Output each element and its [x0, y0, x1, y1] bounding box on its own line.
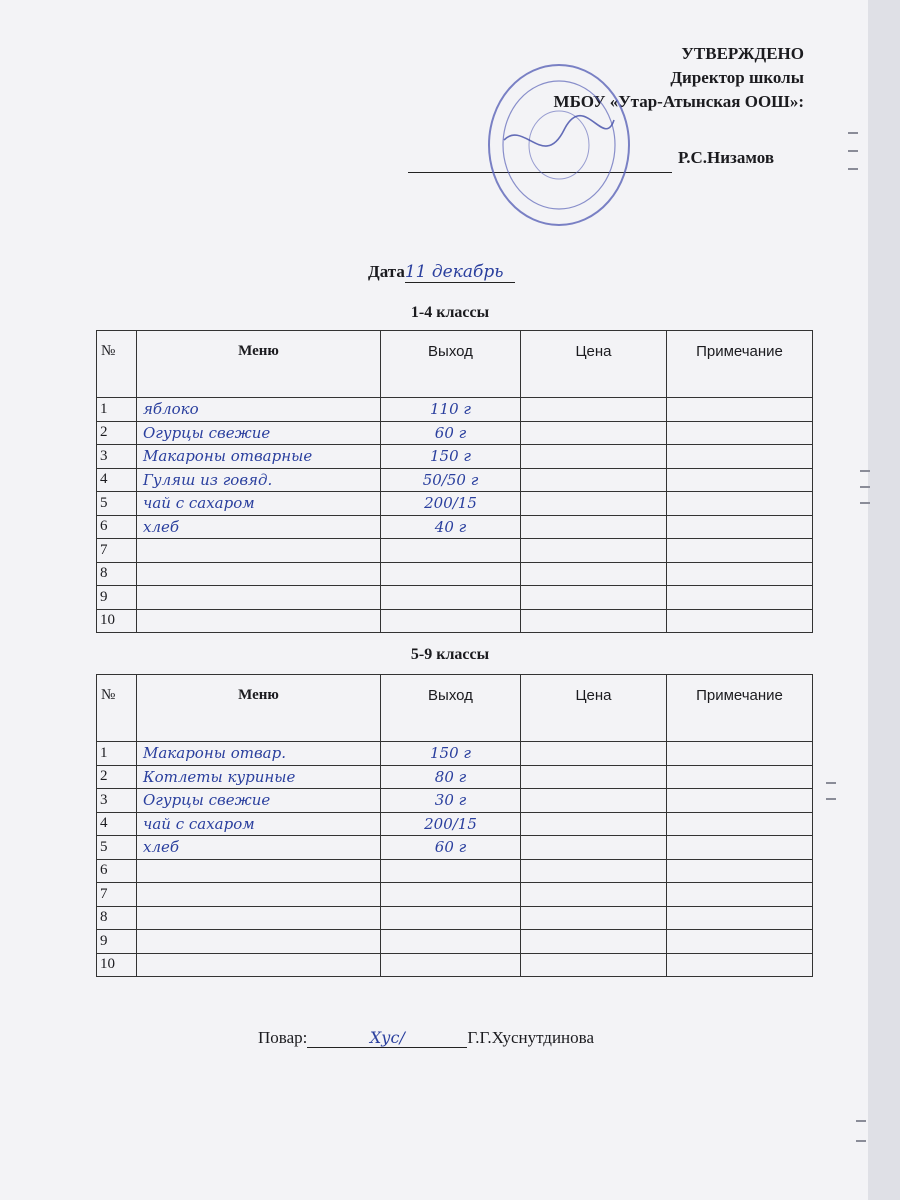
note-cell	[667, 812, 813, 836]
row-number: 5	[97, 836, 137, 860]
menu-item: Котлеты куриные	[143, 767, 296, 786]
table-row	[97, 562, 813, 586]
date-row	[368, 262, 515, 283]
menu-item: яблоко	[143, 400, 199, 419]
section-title-5-9: 5-9 классы	[410, 646, 490, 663]
table-row	[97, 836, 813, 860]
output-value: 50/50 г	[422, 470, 479, 489]
table-row	[97, 930, 813, 954]
note-cell	[667, 515, 813, 539]
menu-table-5-9	[96, 674, 813, 977]
cook-label: Повар:	[258, 1028, 308, 1047]
row-number: 3	[97, 789, 137, 813]
table-row	[97, 812, 813, 836]
row-number: 2	[97, 421, 137, 445]
row-number: 4	[97, 468, 137, 492]
price-cell	[521, 812, 667, 836]
price-cell	[521, 836, 667, 860]
section-title-1-4: 1-4 классы	[410, 304, 490, 321]
table-row	[97, 586, 813, 610]
price-cell	[521, 586, 667, 610]
row-number: 3	[97, 445, 137, 469]
table-row	[97, 789, 813, 813]
output-value: 110 г	[430, 400, 471, 419]
table-row	[97, 539, 813, 563]
price-cell	[521, 515, 667, 539]
note-cell	[667, 930, 813, 954]
menu-item: Огурцы свежие	[143, 791, 271, 810]
note-cell	[667, 539, 813, 563]
output-value: 30 г	[434, 791, 467, 810]
note-cell	[667, 765, 813, 789]
note-cell	[667, 445, 813, 469]
row-number: 7	[97, 883, 137, 907]
date-value: 11 декабрь	[405, 262, 515, 283]
note-cell	[667, 562, 813, 586]
stamp-icon	[484, 60, 634, 230]
header-menu: Меню	[137, 675, 381, 742]
output-value: 200/15	[424, 814, 477, 833]
price-cell	[521, 930, 667, 954]
note-cell	[667, 883, 813, 907]
output-value: 150 г	[430, 447, 471, 466]
table-header	[97, 675, 813, 742]
table-row	[97, 445, 813, 469]
cook-name: Г.Г.Хуснутдинова	[467, 1028, 595, 1047]
row-number: 1	[97, 398, 137, 422]
price-cell	[521, 609, 667, 633]
output-value: 150 г	[430, 744, 471, 763]
table-row	[97, 859, 813, 883]
note-cell	[667, 742, 813, 766]
output-value: 60 г	[434, 423, 467, 442]
table-row	[97, 742, 813, 766]
approval-title: УТВЕРЖДЕНО	[681, 44, 804, 63]
menu-item: хлеб	[143, 517, 180, 536]
note-cell	[667, 836, 813, 860]
cook-signature-row	[258, 1028, 594, 1048]
note-cell	[667, 953, 813, 977]
price-cell	[521, 445, 667, 469]
row-number: 7	[97, 539, 137, 563]
row-number: 5	[97, 492, 137, 516]
note-cell	[667, 468, 813, 492]
row-number: 6	[97, 859, 137, 883]
row-number: 1	[97, 742, 137, 766]
note-cell	[667, 586, 813, 610]
header-no: №	[97, 675, 137, 742]
approval-school: МБОУ «Утар-Атынская ООШ»:	[553, 92, 804, 111]
table-row	[97, 398, 813, 422]
header-menu: Меню	[137, 331, 381, 398]
row-number: 4	[97, 812, 137, 836]
note-cell	[667, 789, 813, 813]
price-cell	[521, 742, 667, 766]
menu-item: Макароны отвар.	[143, 744, 286, 763]
menu-table-1-4	[96, 330, 813, 633]
table-header	[97, 331, 813, 398]
price-cell	[521, 539, 667, 563]
header-note: Примечание	[667, 675, 813, 742]
output-value: 200/15	[424, 494, 477, 513]
note-cell	[667, 492, 813, 516]
header-note: Примечание	[667, 331, 813, 398]
note-cell	[667, 398, 813, 422]
price-cell	[521, 468, 667, 492]
menu-item: хлеб	[143, 838, 180, 857]
note-cell	[667, 609, 813, 633]
row-number: 6	[97, 515, 137, 539]
row-number: 9	[97, 930, 137, 954]
menu-item: чай с сахаром	[143, 494, 255, 513]
header-output: Выход	[381, 675, 521, 742]
price-cell	[521, 398, 667, 422]
menu-item: Гуляш из говяд.	[143, 470, 273, 489]
menu-item: Макароны отварные	[143, 447, 313, 466]
menu-item: Огурцы свежие	[143, 423, 271, 442]
page-edge	[868, 0, 900, 1200]
table-row	[97, 492, 813, 516]
note-cell	[667, 421, 813, 445]
row-number: 8	[97, 562, 137, 586]
price-cell	[521, 765, 667, 789]
approval-position: Директор школы	[670, 68, 804, 87]
price-cell	[521, 859, 667, 883]
price-cell	[521, 789, 667, 813]
header-price: Цена	[521, 331, 667, 398]
cook-signature: Хус/	[307, 1028, 467, 1048]
header-no: №	[97, 331, 137, 398]
price-cell	[521, 883, 667, 907]
row-number: 2	[97, 765, 137, 789]
row-number: 9	[97, 586, 137, 610]
row-number: 8	[97, 906, 137, 930]
price-cell	[521, 492, 667, 516]
table-row	[97, 515, 813, 539]
table-row	[97, 953, 813, 977]
header-output: Выход	[381, 331, 521, 398]
output-value: 80 г	[434, 767, 467, 786]
table-row	[97, 609, 813, 633]
header-price: Цена	[521, 675, 667, 742]
output-value: 40 г	[434, 517, 467, 536]
table-row	[97, 468, 813, 492]
table-row	[97, 421, 813, 445]
table-row	[97, 883, 813, 907]
date-label: Дата	[368, 262, 405, 281]
price-cell	[521, 906, 667, 930]
price-cell	[521, 562, 667, 586]
menu-item: чай с сахаром	[143, 814, 255, 833]
table-row	[97, 765, 813, 789]
price-cell	[521, 953, 667, 977]
price-cell	[521, 421, 667, 445]
director-name: Р.С.Низамов	[678, 148, 774, 167]
row-number: 10	[97, 953, 137, 977]
note-cell	[667, 859, 813, 883]
row-number: 10	[97, 609, 137, 633]
output-value: 60 г	[434, 838, 467, 857]
note-cell	[667, 906, 813, 930]
table-row	[97, 906, 813, 930]
